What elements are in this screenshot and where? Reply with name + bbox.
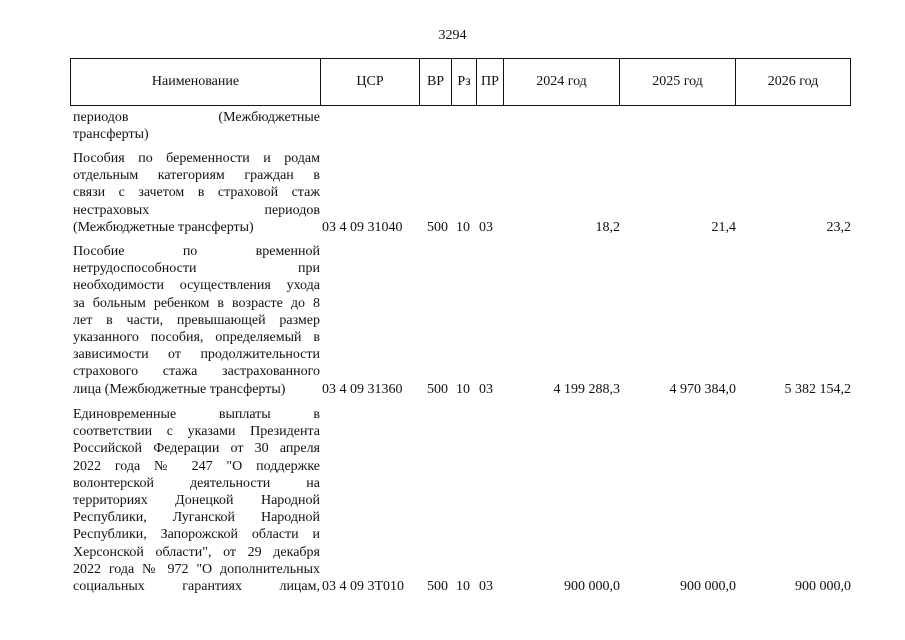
- header-name: Наименование: [71, 59, 321, 105]
- row-vr: 500: [427, 579, 448, 594]
- name-line: лет в части, превышающей размер: [73, 312, 320, 328]
- name-line: волонтерской деятельности на: [73, 475, 320, 491]
- name-line: 2022 года № 247 "О поддержке: [73, 458, 320, 474]
- name-line: Пособия по беременности и родам: [73, 151, 320, 166]
- name-line: Херсонской области", от 29 декабря: [73, 544, 320, 560]
- name-line: соответствии с указами Президента: [73, 424, 320, 440]
- name-line: нестраховых периодов: [73, 202, 320, 218]
- header-vr: ВР: [420, 59, 452, 105]
- name-line: за больным ребенком в возрасте до 8: [73, 295, 320, 311]
- row-2025: 21,4: [711, 220, 736, 235]
- row-rz: 10: [456, 579, 470, 594]
- row-2024: 18,2: [595, 220, 620, 235]
- row-rz: 10: [456, 382, 470, 397]
- table-row-name: [73, 109, 320, 143]
- row-rz: 10: [456, 220, 470, 235]
- header-2024: 2024 год: [504, 59, 620, 105]
- name-line: периодов (Межбюджетные: [73, 110, 320, 125]
- name-line: Пособие по временной: [73, 244, 320, 259]
- header-pr: ПР: [477, 59, 504, 105]
- name-line: Российской Федерации от 30 апреля: [73, 441, 320, 457]
- name-line: Республики, Луганской Народной: [73, 510, 320, 526]
- row-pr: 03: [479, 220, 493, 235]
- page-number: 3294: [438, 28, 467, 43]
- row-2025: 4 970 384,0: [669, 382, 736, 397]
- name-line: связи с зачетом в страховой стаж: [73, 185, 320, 201]
- name-line: социальных гарантиях лицам,: [73, 579, 320, 595]
- name-line: трансферты): [73, 127, 149, 143]
- name-line: Республики, Запорожской области и: [73, 527, 320, 543]
- name-line: страхового стажа застрахованного: [73, 364, 320, 380]
- row-2024: 4 199 288,3: [553, 382, 620, 397]
- name-line: зависимости от продолжительности: [73, 347, 320, 363]
- name-line: отдельным категориям граждан в: [73, 168, 320, 184]
- header-2026: 2026 год: [767, 74, 819, 89]
- header-csr: ЦСР: [321, 59, 420, 105]
- row-2026: 23,2: [826, 220, 851, 235]
- name-line: лица (Межбюджетные трансферты): [73, 381, 286, 397]
- row-vr: 500: [427, 382, 448, 397]
- row-pr: 03: [479, 382, 493, 397]
- row-2024: 900 000,0: [564, 579, 620, 594]
- row-csr: 03 4 09 31360: [322, 382, 403, 397]
- table-row-name: [73, 150, 320, 236]
- header-2025: 2025 год: [620, 59, 736, 105]
- name-line: 2022 года № 972 "О дополнительных: [73, 561, 320, 577]
- row-pr: 03: [479, 579, 493, 594]
- name-line: Единовременные выплаты в: [73, 407, 320, 422]
- table-row-name: [73, 406, 320, 595]
- row-vr: 500: [427, 220, 448, 235]
- table-row-name: [73, 243, 320, 398]
- row-2026: 900 000,0: [795, 579, 851, 594]
- name-line: (Межбюджетные трансферты): [73, 219, 254, 235]
- row-2025: 900 000,0: [680, 579, 736, 594]
- name-line: необходимости осуществления ухода: [73, 278, 320, 294]
- row-2026: 5 382 154,2: [784, 382, 851, 397]
- row-csr: 03 4 09 31040: [322, 220, 403, 235]
- header-rz: Рз: [452, 59, 477, 105]
- table-header: [70, 58, 851, 106]
- name-line: указанного пособия, определяемый в: [73, 330, 320, 346]
- row-csr: 03 4 09 3Т010: [322, 579, 405, 594]
- name-line: территориях Донецкой Народной: [73, 493, 320, 509]
- name-line: нетрудоспособности при: [73, 261, 320, 277]
